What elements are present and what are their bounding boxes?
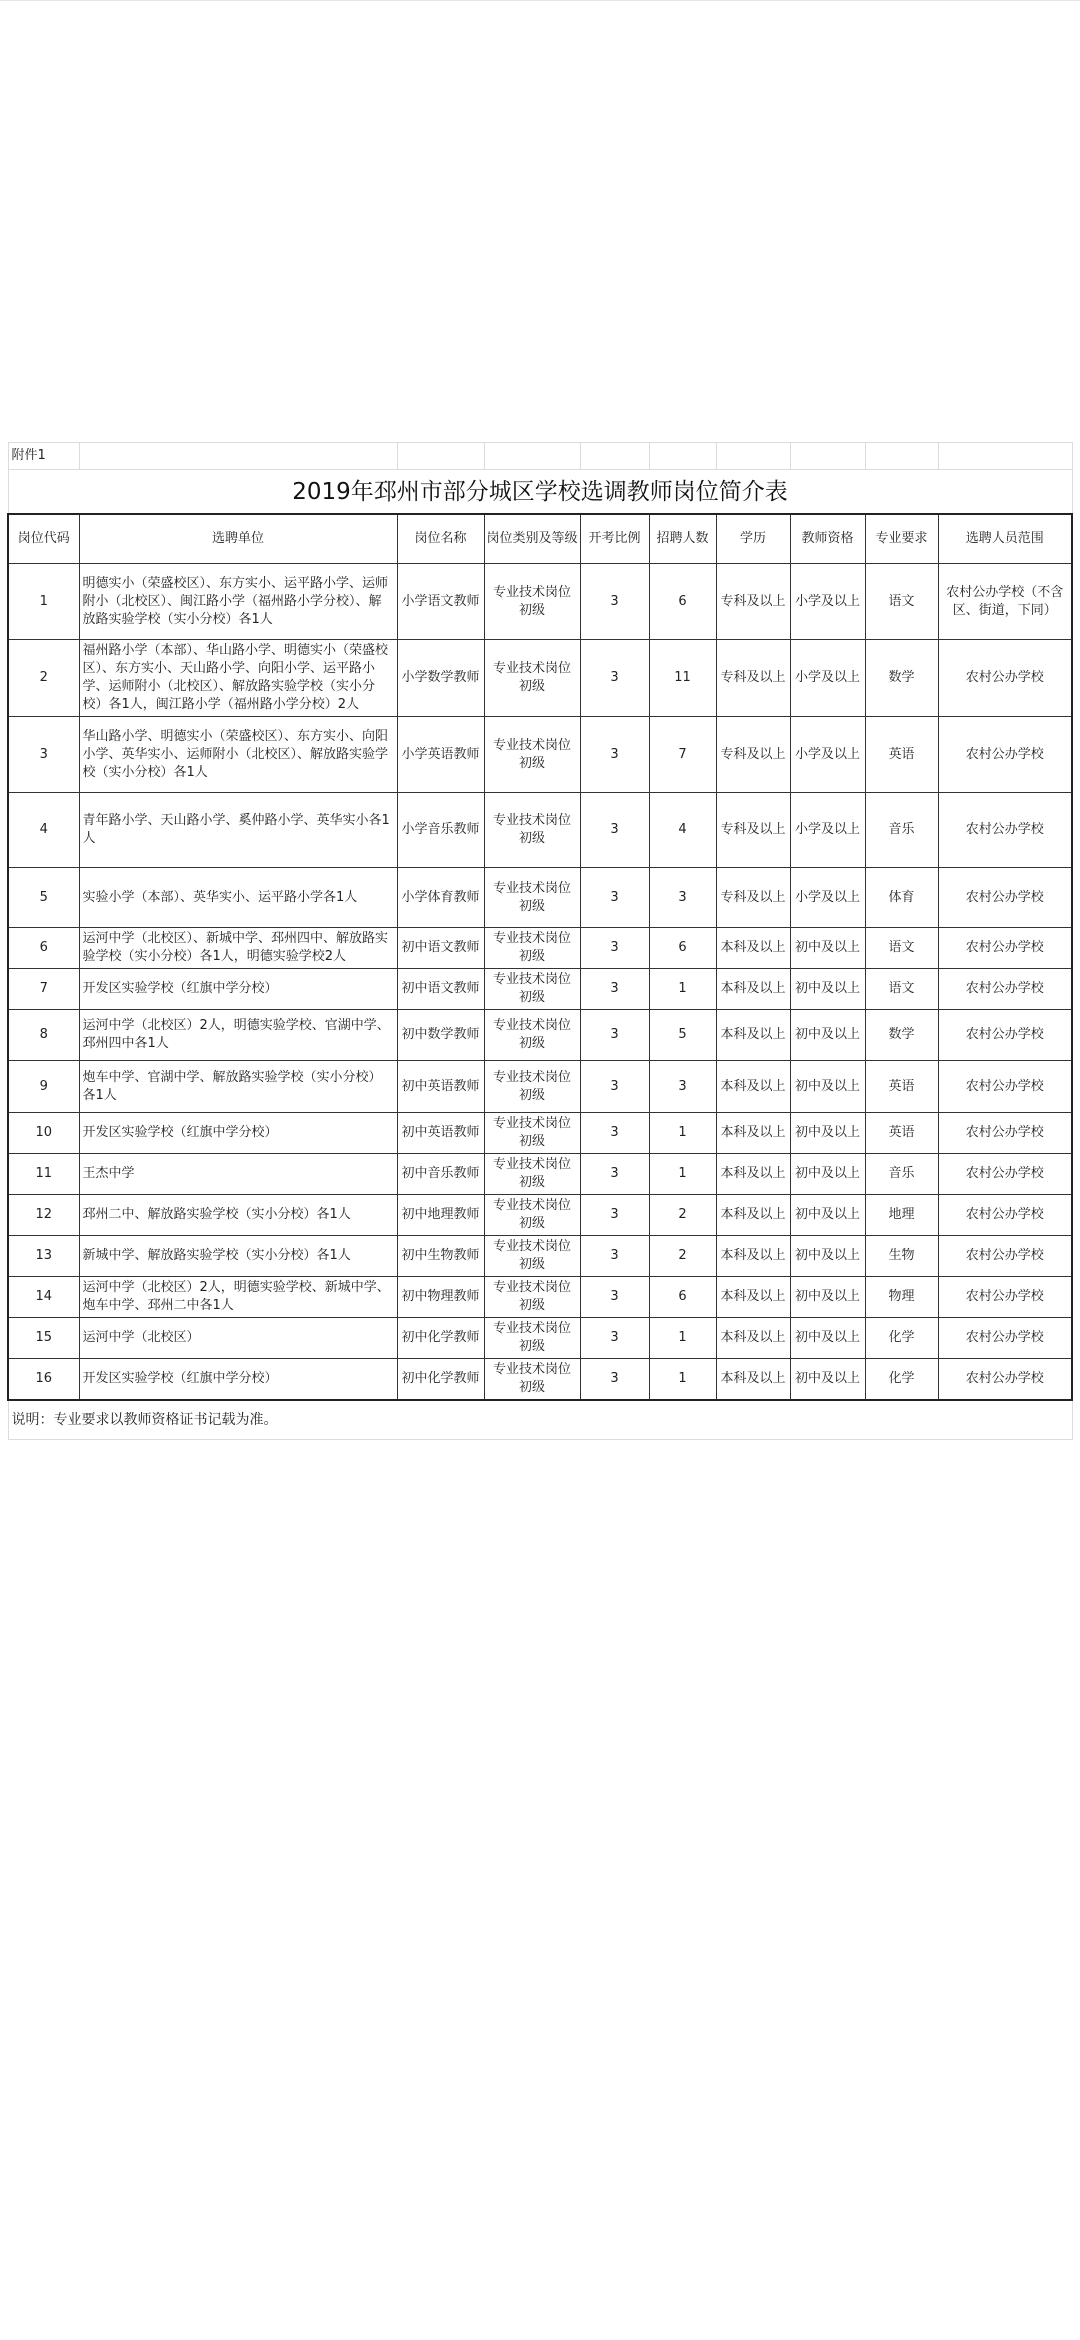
header-row bbox=[8, 514, 1072, 564]
row-unit: 实验小学（本部）、英华实小、运平路小学各1人 bbox=[79, 868, 397, 928]
row-unit: 福州路小学（本部）、华山路小学、明德实小（荣盛校区）、东方实小、天山路小学、向阳小学、运平路小学、运师附小（北校区）、解放路实验学校（实小分校）各1人，闽江路小学（福州路小学分校）2人 bbox=[79, 640, 397, 717]
row-category: 专业技术岗位初级 bbox=[484, 1318, 580, 1359]
row-post: 初中化学教师 bbox=[397, 1318, 484, 1359]
row-qualification: 初中及以上 bbox=[790, 1010, 865, 1061]
row-category: 专业技术岗位初级 bbox=[484, 868, 580, 928]
row-education: 本科及以上 bbox=[716, 1154, 790, 1195]
row-post: 初中生物教师 bbox=[397, 1236, 484, 1277]
row-count: 1 bbox=[649, 1154, 716, 1195]
row-code: 1 bbox=[8, 564, 79, 640]
row-major: 语文 bbox=[865, 564, 938, 640]
row-post: 初中英语教师 bbox=[397, 1061, 484, 1113]
row-post: 初中英语教师 bbox=[397, 1113, 484, 1154]
row-major: 英语 bbox=[865, 1061, 938, 1113]
row-education: 本科及以上 bbox=[716, 1236, 790, 1277]
row-qualification: 小学及以上 bbox=[790, 868, 865, 928]
row-unit: 明德实小（荣盛校区）、东方实小、运平路小学、运师附小（北校区）、闽江路小学（福州路小学分校）、解放路实验学校（实小分校）各1人 bbox=[79, 564, 397, 640]
row-major: 英语 bbox=[865, 1113, 938, 1154]
row-education: 专科及以上 bbox=[716, 868, 790, 928]
row-education: 本科及以上 bbox=[716, 1359, 790, 1401]
row-category: 专业技术岗位初级 bbox=[484, 1277, 580, 1318]
row-code: 14 bbox=[8, 1277, 79, 1318]
header-major: 专业要求 bbox=[865, 514, 938, 564]
row-unit: 开发区实验学校（红旗中学分校） bbox=[79, 1359, 397, 1401]
row-major: 物理 bbox=[865, 1277, 938, 1318]
row-ratio: 3 bbox=[580, 1318, 649, 1359]
row-post: 初中数学教师 bbox=[397, 1010, 484, 1061]
header-category: 岗位类别及等级 bbox=[484, 514, 580, 564]
row-unit: 运河中学（北校区） bbox=[79, 1318, 397, 1359]
row-count: 1 bbox=[649, 1318, 716, 1359]
row-scope: 农村公办学校 bbox=[938, 640, 1072, 717]
row-post: 小学英语教师 bbox=[397, 717, 484, 793]
row-count: 5 bbox=[649, 1010, 716, 1061]
row-code: 5 bbox=[8, 868, 79, 928]
table-row bbox=[8, 969, 1072, 1010]
row-major: 音乐 bbox=[865, 793, 938, 868]
table-note: 说明：专业要求以教师资格证书记载为准。 bbox=[8, 1400, 1072, 1440]
row-education: 专科及以上 bbox=[716, 717, 790, 793]
row-category: 专业技术岗位初级 bbox=[484, 1061, 580, 1113]
table-row bbox=[8, 1195, 1072, 1236]
row-code: 16 bbox=[8, 1359, 79, 1401]
table-row bbox=[8, 640, 1072, 717]
header-code: 岗位代码 bbox=[8, 514, 79, 564]
row-unit: 开发区实验学校（红旗中学分校） bbox=[79, 1113, 397, 1154]
row-major: 音乐 bbox=[865, 1154, 938, 1195]
row-education: 本科及以上 bbox=[716, 1195, 790, 1236]
row-code: 13 bbox=[8, 1236, 79, 1277]
row-count: 1 bbox=[649, 969, 716, 1010]
row-code: 8 bbox=[8, 1010, 79, 1061]
header-education: 学历 bbox=[716, 514, 790, 564]
row-code: 4 bbox=[8, 793, 79, 868]
row-code: 15 bbox=[8, 1318, 79, 1359]
row-major: 化学 bbox=[865, 1359, 938, 1401]
row-ratio: 3 bbox=[580, 564, 649, 640]
teacher-position-table bbox=[7, 442, 1073, 1440]
row-ratio: 3 bbox=[580, 868, 649, 928]
row-count: 7 bbox=[649, 717, 716, 793]
row-ratio: 3 bbox=[580, 1277, 649, 1318]
row-major: 化学 bbox=[865, 1318, 938, 1359]
row-count: 6 bbox=[649, 928, 716, 969]
row-education: 本科及以上 bbox=[716, 928, 790, 969]
header-qualification: 教师资格 bbox=[790, 514, 865, 564]
table-title: 2019年邳州市部分城区学校选调教师岗位简介表 bbox=[8, 470, 1072, 515]
row-unit: 王杰中学 bbox=[79, 1154, 397, 1195]
row-scope: 农村公办学校 bbox=[938, 793, 1072, 868]
row-scope: 农村公办学校（不含区、街道，下同） bbox=[938, 564, 1072, 640]
row-qualification: 初中及以上 bbox=[790, 928, 865, 969]
row-unit: 新城中学、解放路实验学校（实小分校）各1人 bbox=[79, 1236, 397, 1277]
row-major: 地理 bbox=[865, 1195, 938, 1236]
row-post: 初中化学教师 bbox=[397, 1359, 484, 1401]
table-row bbox=[8, 717, 1072, 793]
row-category: 专业技术岗位初级 bbox=[484, 1195, 580, 1236]
row-code: 6 bbox=[8, 928, 79, 969]
row-education: 本科及以上 bbox=[716, 1113, 790, 1154]
header-ratio: 开考比例 bbox=[580, 514, 649, 564]
row-count: 1 bbox=[649, 1359, 716, 1401]
row-category: 专业技术岗位初级 bbox=[484, 969, 580, 1010]
row-code: 7 bbox=[8, 969, 79, 1010]
table-row bbox=[8, 928, 1072, 969]
row-count: 2 bbox=[649, 1236, 716, 1277]
row-post: 小学语文教师 bbox=[397, 564, 484, 640]
top-divider bbox=[0, 0, 1080, 1]
row-category: 专业技术岗位初级 bbox=[484, 640, 580, 717]
row-ratio: 3 bbox=[580, 928, 649, 969]
row-unit: 运河中学（北校区）2人，明德实验学校、官湖中学、邳州四中各1人 bbox=[79, 1010, 397, 1061]
row-education: 本科及以上 bbox=[716, 1010, 790, 1061]
note-row bbox=[8, 1400, 1072, 1440]
table-row bbox=[8, 868, 1072, 928]
row-ratio: 3 bbox=[580, 1010, 649, 1061]
row-scope: 农村公办学校 bbox=[938, 969, 1072, 1010]
row-qualification: 小学及以上 bbox=[790, 564, 865, 640]
row-count: 3 bbox=[649, 868, 716, 928]
row-qualification: 初中及以上 bbox=[790, 1236, 865, 1277]
row-qualification: 初中及以上 bbox=[790, 1277, 865, 1318]
row-ratio: 3 bbox=[580, 1236, 649, 1277]
row-category: 专业技术岗位初级 bbox=[484, 793, 580, 868]
row-qualification: 初中及以上 bbox=[790, 969, 865, 1010]
row-code: 2 bbox=[8, 640, 79, 717]
attachment-row bbox=[8, 443, 1072, 470]
row-code: 12 bbox=[8, 1195, 79, 1236]
row-count: 6 bbox=[649, 1277, 716, 1318]
row-count: 3 bbox=[649, 1061, 716, 1113]
row-qualification: 初中及以上 bbox=[790, 1154, 865, 1195]
row-count: 4 bbox=[649, 793, 716, 868]
row-category: 专业技术岗位初级 bbox=[484, 1113, 580, 1154]
row-unit: 邳州二中、解放路实验学校（实小分校）各1人 bbox=[79, 1195, 397, 1236]
header-post: 岗位名称 bbox=[397, 514, 484, 564]
row-category: 专业技术岗位初级 bbox=[484, 928, 580, 969]
row-count: 2 bbox=[649, 1195, 716, 1236]
row-qualification: 初中及以上 bbox=[790, 1195, 865, 1236]
row-major: 数学 bbox=[865, 640, 938, 717]
header-scope: 选聘人员范围 bbox=[938, 514, 1072, 564]
table-row bbox=[8, 1277, 1072, 1318]
table-row bbox=[8, 1113, 1072, 1154]
row-scope: 农村公办学校 bbox=[938, 1277, 1072, 1318]
row-unit: 开发区实验学校（红旗中学分校） bbox=[79, 969, 397, 1010]
row-major: 语文 bbox=[865, 969, 938, 1010]
row-post: 小学音乐教师 bbox=[397, 793, 484, 868]
row-qualification: 小学及以上 bbox=[790, 717, 865, 793]
row-qualification: 初中及以上 bbox=[790, 1113, 865, 1154]
row-major: 数学 bbox=[865, 1010, 938, 1061]
row-category: 专业技术岗位初级 bbox=[484, 564, 580, 640]
row-qualification: 小学及以上 bbox=[790, 640, 865, 717]
row-scope: 农村公办学校 bbox=[938, 1154, 1072, 1195]
row-post: 初中音乐教师 bbox=[397, 1154, 484, 1195]
row-scope: 农村公办学校 bbox=[938, 1318, 1072, 1359]
header-count: 招聘人数 bbox=[649, 514, 716, 564]
table-body bbox=[8, 564, 1072, 1401]
row-category: 专业技术岗位初级 bbox=[484, 1010, 580, 1061]
table-row bbox=[8, 1236, 1072, 1277]
row-code: 10 bbox=[8, 1113, 79, 1154]
row-scope: 农村公办学校 bbox=[938, 868, 1072, 928]
row-scope: 农村公办学校 bbox=[938, 1113, 1072, 1154]
row-scope: 农村公办学校 bbox=[938, 1359, 1072, 1401]
row-education: 专科及以上 bbox=[716, 793, 790, 868]
table-row bbox=[8, 1061, 1072, 1113]
row-post: 初中语文教师 bbox=[397, 928, 484, 969]
row-category: 专业技术岗位初级 bbox=[484, 1359, 580, 1401]
row-qualification: 初中及以上 bbox=[790, 1359, 865, 1401]
row-post: 初中物理教师 bbox=[397, 1277, 484, 1318]
header-unit: 选聘单位 bbox=[79, 514, 397, 564]
row-post: 初中语文教师 bbox=[397, 969, 484, 1010]
row-unit: 炮车中学、官湖中学、解放路实验学校（实小分校）各1人 bbox=[79, 1061, 397, 1113]
row-major: 英语 bbox=[865, 717, 938, 793]
row-scope: 农村公办学校 bbox=[938, 1010, 1072, 1061]
row-qualification: 初中及以上 bbox=[790, 1318, 865, 1359]
row-education: 本科及以上 bbox=[716, 1277, 790, 1318]
row-ratio: 3 bbox=[580, 793, 649, 868]
row-category: 专业技术岗位初级 bbox=[484, 717, 580, 793]
attachment-label: 附件1 bbox=[8, 443, 79, 470]
row-education: 专科及以上 bbox=[716, 564, 790, 640]
row-post: 小学数学教师 bbox=[397, 640, 484, 717]
row-ratio: 3 bbox=[580, 1061, 649, 1113]
row-qualification: 小学及以上 bbox=[790, 793, 865, 868]
title-row bbox=[8, 470, 1072, 515]
row-education: 本科及以上 bbox=[716, 969, 790, 1010]
table-row bbox=[8, 1359, 1072, 1401]
row-major: 生物 bbox=[865, 1236, 938, 1277]
row-ratio: 3 bbox=[580, 1154, 649, 1195]
table-row bbox=[8, 1010, 1072, 1061]
row-scope: 农村公办学校 bbox=[938, 1195, 1072, 1236]
row-code: 9 bbox=[8, 1061, 79, 1113]
row-unit: 青年路小学、天山路小学、奚仲路小学、英华实小各1人 bbox=[79, 793, 397, 868]
table-row bbox=[8, 1318, 1072, 1359]
row-category: 专业技术岗位初级 bbox=[484, 1236, 580, 1277]
row-ratio: 3 bbox=[580, 1359, 649, 1401]
row-code: 3 bbox=[8, 717, 79, 793]
row-code: 11 bbox=[8, 1154, 79, 1195]
row-major: 语文 bbox=[865, 928, 938, 969]
table-row bbox=[8, 793, 1072, 868]
row-education: 本科及以上 bbox=[716, 1061, 790, 1113]
row-category: 专业技术岗位初级 bbox=[484, 1154, 580, 1195]
row-scope: 农村公办学校 bbox=[938, 1061, 1072, 1113]
row-unit: 运河中学（北校区）2人，明德实验学校、新城中学、炮车中学、邳州二中各1人 bbox=[79, 1277, 397, 1318]
row-major: 体育 bbox=[865, 868, 938, 928]
row-ratio: 3 bbox=[580, 969, 649, 1010]
table-row bbox=[8, 564, 1072, 640]
row-unit: 华山路小学、明德实小（荣盛校区）、东方实小、向阳小学、英华实小、运师附小（北校区）、解放路实验学校（实小分校）各1人 bbox=[79, 717, 397, 793]
row-scope: 农村公办学校 bbox=[938, 717, 1072, 793]
row-scope: 农村公办学校 bbox=[938, 928, 1072, 969]
row-ratio: 3 bbox=[580, 717, 649, 793]
row-count: 6 bbox=[649, 564, 716, 640]
row-qualification: 初中及以上 bbox=[790, 1061, 865, 1113]
row-ratio: 3 bbox=[580, 1113, 649, 1154]
row-education: 专科及以上 bbox=[716, 640, 790, 717]
row-ratio: 3 bbox=[580, 640, 649, 717]
row-count: 1 bbox=[649, 1113, 716, 1154]
row-post: 初中地理教师 bbox=[397, 1195, 484, 1236]
row-education: 本科及以上 bbox=[716, 1318, 790, 1359]
row-post: 小学体育教师 bbox=[397, 868, 484, 928]
row-scope: 农村公办学校 bbox=[938, 1236, 1072, 1277]
row-count: 11 bbox=[649, 640, 716, 717]
row-unit: 运河中学（北校区）、新城中学、邳州四中、解放路实验学校（实小分校）各1人，明德实验学校2人 bbox=[79, 928, 397, 969]
row-ratio: 3 bbox=[580, 1195, 649, 1236]
table-row bbox=[8, 1154, 1072, 1195]
